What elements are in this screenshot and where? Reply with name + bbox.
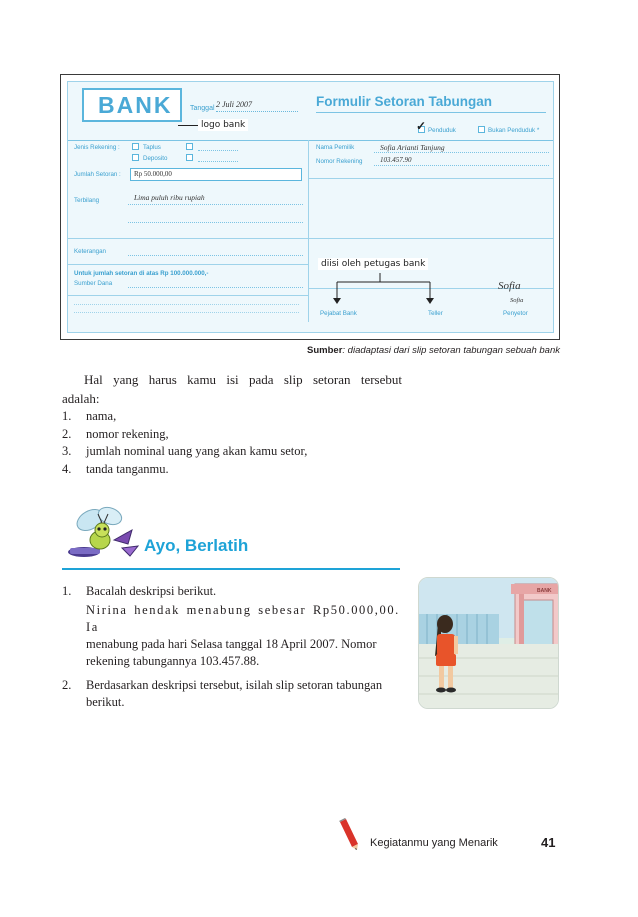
threshold-label: Untuk jumlah setoran di atas Rp 100.000.000,-: [74, 270, 209, 277]
slip-mid-rule: [68, 238, 554, 239]
fine-print-2: [74, 308, 299, 313]
caption-source-text: : diadaptasi dari slip setoran tabungan sebuah bank: [342, 345, 560, 356]
description-block: [86, 602, 404, 670]
terbilang-label: Terbilang: [74, 197, 100, 204]
exercise-text: Berdasarkan deskripsi tersebut, isilah slip setoran tabungan berikut.: [86, 678, 383, 709]
bank-logo-text: BANK: [98, 92, 173, 118]
jumlah-setoran-label: Jumlah Setoran :: [74, 171, 121, 178]
right-rule: [308, 178, 554, 179]
section-heading: Ayo, Berlatih: [144, 536, 249, 555]
form-title-rule: [316, 112, 546, 113]
bank-scene-image: [419, 578, 559, 709]
footer-chapter-title: Kegiatanmu yang Menarik: [370, 837, 498, 849]
bukan-penduduk-checkbox: [478, 126, 485, 133]
slip-form-title: Formulir Setoran Tabungan: [316, 94, 493, 109]
description-rest: menabung pada hari Selasa tanggal 18 April 2007. Nomor rekening tabungannya 103.457.88.: [86, 637, 377, 668]
sumber-dana-label: Sumber Dana: [74, 280, 113, 287]
keterangan-label: Keterangan: [74, 248, 106, 255]
bank-sign: BANK: [537, 588, 552, 594]
exercise-text: Bacalah deskripsi berikut.: [86, 584, 217, 598]
nomor-rekening-label: Nomor Rekening: [316, 158, 363, 165]
list-item: 3. jumlah nominal uang yang akan kamu setor,: [62, 444, 308, 458]
sumber-dana-line: [128, 287, 303, 288]
deposito-checkbox: [132, 154, 139, 161]
terbilang-value: Lima puluh ribu rupiah: [134, 193, 205, 202]
taplus-label: Taplus: [143, 144, 161, 151]
list-item: [62, 677, 404, 711]
amount-value: Rp 50.000,00: [134, 170, 172, 178]
mascot-bee-icon: [62, 500, 147, 564]
exercise-number: 2.: [62, 678, 72, 692]
caption-source-label: Sumber: [307, 345, 343, 356]
pejabat-bank-label: Pejabat Bank: [320, 310, 357, 317]
keterangan-rule: [68, 264, 308, 265]
section-heading-area: [62, 500, 400, 570]
signature-name: Sofia: [510, 297, 524, 304]
section-heading-rule: [62, 568, 400, 570]
required-fields-list: [62, 408, 307, 478]
page-number: 41: [541, 835, 556, 850]
nama-pemilik-label: Nama Pemilik: [316, 144, 355, 151]
exercise-list: [62, 583, 404, 711]
terbilang-line-1: [128, 204, 303, 205]
list-item: 4. tanda tanganmu.: [62, 461, 169, 476]
description-first-line: Nirina hendak menabung sebesar Rp50.000,00. Ia: [86, 603, 400, 634]
nomor-line: [374, 165, 549, 166]
keterangan-line: [128, 255, 303, 256]
nama-line: [374, 152, 549, 153]
deposito-label: Deposito: [143, 155, 168, 162]
logo-callout-line: [178, 125, 198, 126]
slip-divider: [68, 140, 554, 141]
list-item: 1. nama,: [62, 409, 117, 423]
taplus-dotline: [198, 150, 238, 151]
tanggal-value: 2 Juli 2007: [216, 100, 252, 109]
list-item: 2. nomor rekening,: [62, 426, 169, 441]
intro-paragraph: Hal yang harus kamu isi pada slip setoran tersebut adalah:: [62, 372, 402, 406]
list-item: [62, 583, 404, 670]
check-mark-icon: ✓: [416, 119, 427, 133]
extra-checkbox-2: [186, 154, 193, 161]
jenis-rekening-label: Jenis Rekening :: [74, 144, 120, 151]
petugas-callout: diisi oleh petugas bank: [318, 258, 428, 270]
deposit-slip-figure: [60, 74, 560, 340]
fine-print-1: [74, 300, 299, 305]
deposito-dotline: [198, 161, 238, 162]
petugas-bracket-arrows: [330, 270, 440, 306]
bukan-penduduk-label: Bukan Penduduk *: [488, 127, 540, 134]
sumber-rule: [68, 295, 308, 296]
girl-at-bank-illustration: [418, 577, 559, 709]
nama-pemilik-value: Sofia Arianti Tanjung: [380, 143, 445, 152]
pencil-icon: [336, 818, 362, 852]
nomor-rekening-value: 103.457.90: [380, 156, 412, 164]
tanggal-label: Tanggal: [190, 105, 215, 112]
figure-caption: [0, 345, 560, 356]
penduduk-label: Penduduk: [428, 127, 456, 134]
terbilang-line-2: [128, 222, 303, 223]
penyetor-label: Penyetor: [503, 310, 528, 317]
slip-vertical-rule: [308, 140, 309, 322]
tanggal-line: [216, 111, 298, 112]
exercise-number: 1.: [62, 584, 72, 598]
signature-script: Sofia: [498, 280, 521, 292]
deposit-slip: [67, 81, 554, 333]
taplus-checkbox: [132, 143, 139, 150]
bank-logo-box: [82, 88, 182, 122]
teller-label: Teller: [428, 310, 443, 317]
logo-bank-callout: logo bank: [198, 119, 248, 131]
extra-checkbox: [186, 143, 193, 150]
